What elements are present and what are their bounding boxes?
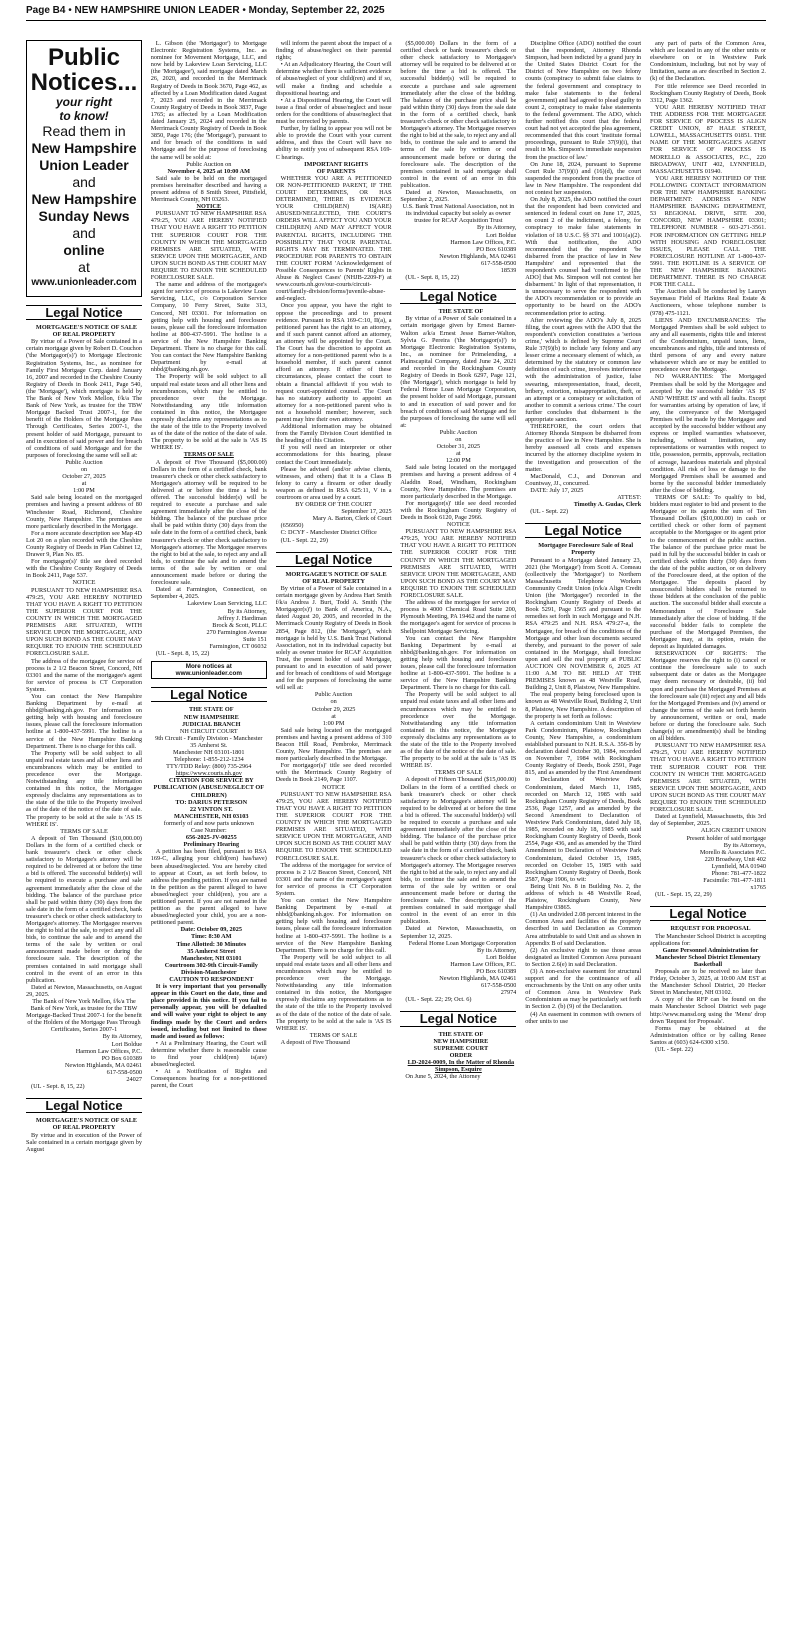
notice-paragraph: It is very important that you personally appear in this Court on the date, time and place provided in this notice. If you fail to personally appear, you will be defaulted and will waive your right to object to any findings made by the Court and orders issued, including but not limited to those made and issued as follows: xyxy=(150,983,267,1040)
column-4 xyxy=(400,40,516,1625)
notice-line: Lakeview Loan Servicing, LLC xyxy=(187,600,267,608)
notice-title: OF PARENTS xyxy=(316,167,356,175)
ad-line: New Hampshire xyxy=(31,191,137,207)
notice-paragraph: A deposit of Fifteen Thousand ($15,000.00) Dollars in the form of a certified check or bank treasurer's check or other check satisfactory to Mortgagee's attorney will be required to be delivered at or before the time a bid is offered. The successful bidder(s) will be required to execute a purchase and sale agreement immediately after the close of the bidding. The balance of the purchase price shall be paid within thirty (30) days from the sale date in the form of a certified check, bank treasurer's check or other check satisfactory to Mortgagee's attorney. The Mortgagee reserves the right to bid at the sale, to reject any and all bids, to continue the sale and to amend the terms of the sale by written or oral announcement made before or during the foreclosure sale. The description of the premises contained in said mortgage shall control in the event of an error in this publication. xyxy=(400,776,517,926)
notice-paragraph: By virtue of a Power of Sale contained in a certain mortgage given by Andrea Hart Smith f/k/a Andrea J. Burt, Todd A. Smith ('the Mortgagor(s)') to Bank of America, N.A., dated August 20, 2005, and recorded in the Merrimack County Registry of Deeds in Book 2854, Page 812, (the 'Mortgage'), which mortgage is held by U.S. Bank Trust National Association, not in its individual capacity but solely as owner trustee for RCAF Acquisition Trust, the present holder of said Mortgage, pursuant to and in execution of said power and for breach of conditions of said Mortgage and for the purposes of foreclosing the same will sell at: xyxy=(275,584,392,692)
ad-line: and xyxy=(72,225,96,241)
notice-line: Lynnfield, MA 01940 xyxy=(711,862,766,870)
notice-line: 9th Circuit - Family Division - Manchester xyxy=(155,734,263,742)
notice-title: MORTGAGEE'S NOTICE OF SALE OF REAL PROPERTY xyxy=(35,324,138,339)
notice-line: Manchester NH 03101-1801 xyxy=(173,749,245,756)
notice-paragraph: The Property will be sold subject to all unpaid real estate taxes and all other liens and encumbrances which may be entitled to precedence over the Mortgage. Notwithstanding any title information contained in this notice, the Mortgagee expressly disclaims any representations as to the state of the title to the Property involved as of the date of the notice of the date of sale. The property to be sold at the sale is 'AS IS WHERE IS'. xyxy=(400,691,517,770)
notice-title: MORTGAGEE'S NOTICE OF SALE OF REAL PROPERTY xyxy=(35,1117,138,1132)
notice-paragraph: For mortgagor(s)' title see deed recorded with the Merrimack County Registry of Deeds in Book 2149, Page 1107. xyxy=(275,762,392,784)
notice-paragraph: PURSUANT TO NEW HAMPSHIRE RSA 479:25, YOU ARE HEREBY NOTIFIED THAT YOU HAVE A RIGHT TO PETITION THE SUPERIOR COURT FOR THE COUNTY IN WHICH THE MORTGAGED PREMISES ARE SITUATED, WITH SERVICE UPON THE MORTGAGEE, AND UPON SUCH BOND AS THE COURT MAY REQUIRE TO ENJOIN THE SCHEDULED FORECLOSURE SALE. xyxy=(26,586,142,658)
legal-notice-heading: Legal Notice xyxy=(26,305,142,320)
notice-paragraph: The address of the mortgagee for service of process is 2 1/2 Beacon Street, Concord, NH 03301 and the name of the mortgagee's agent for service of process is CT Corporation System. xyxy=(26,657,142,693)
notice-paragraph: Once you appear, you have the right to oppose the proceedings and to present evidence. Pursuant to RSA 169-C:10, II(a), a petitioned parent has the right to an attorney, and if such parent cannot afford an attorney, an attorney will be appointed by the Court. The Court has the discretion to appoint an attorney for a non-petitioned parent who is a household member, if such parent cannot afford an attorney. If either of these circumstances, please contact the court to obtain a financial affidavit if you wish to request court-appointed counsel. The Court has no statutory authority to appoint an attorney for a non-petitioned parent who is not a household member; however, such parent may hire their own attorney. xyxy=(275,302,392,423)
notice-paragraph: any part of parts of the Common Area, which are located in any of the other units or elsewhere on or in Westview Park Condominium, including, but not by way of limitation, same as are described in Section 2.(k) of the Declaration. xyxy=(650,40,766,83)
notice-title: Time Allotted: 30 Minutes xyxy=(176,940,247,948)
publication-dates: (UL - Sept. 8, 15, 22) xyxy=(31,1083,85,1091)
notice-line: at xyxy=(81,480,87,488)
notice-title: NEW HAMPSHIRE xyxy=(183,713,239,721)
header-separator: • xyxy=(239,5,249,16)
notice-line: By its Attorney, xyxy=(477,224,517,232)
notice-line: 27974 xyxy=(500,989,517,997)
ad-line: Notices... xyxy=(30,69,138,96)
notice-paragraph: The Property will be sold subject to all unpaid real estate taxes and all other liens and encumbrances, which may be entitled to precedence over the Mortgage. Notwithstanding any title information contained in this notice, the Mortgagee expressly disclaims any representations as to the state of the title to the Property involved as of the date of the notice of the date of sale. The property to be sold at the sale is 'AS IS WHERE IS'. xyxy=(150,373,267,452)
notice-paragraph: PURSUANT TO NEW HAMPSHIRE RSA 479:25, YOU ARE HEREBY NOTIFIED THAT YOU HAVE A RIGHT TO PETITION THE SUPERIOR COURT FOR THE COUNTY IN WHICH THE MORTGAGED PREMISES ARE SITUATED, WITH SERVICE UPON THE MORTGAGEE, AND UPON SUCH BOND AS THE COURT MAY REQUIRE TO ENJOIN THE SCHEDULED FORECLOSURE SALE. xyxy=(150,210,267,282)
notice-line: Present holder of said mortgage xyxy=(686,834,766,842)
notice-paragraph: YOU ARE HEREBY NOTIFIED OF THE FOLLOWING CONTACT INFORMATION FOR THE NEW HAMPSHIRE BANKING DEPARTMENT: ADDRESS - NEW HAMPSHIRE BANKING DEPARTMENT, 53 REGIONAL DRIVE, SITE 200, CONCORD, NEW HAMPSHIRE 03301; TELEPHONE NUMBER - 603-271-3561. FOR INFORMATION ON GETTING HELP WITH HOUSING AND FORECLOSURE ISSUES, PLEASE CALL THE FORECLOSURE HOTLINE AT 1-800-437-5991. THE HOTLINE IS A SERVICE OF THE NEW HAMPSHIRE BANKING DEPARTMENT. THERE IS NO CHARGE FOR THE CALL. xyxy=(650,174,766,289)
page-header xyxy=(26,2,766,21)
notice-paragraph: If you will need an interpreter or other accommodations for this hearing, please contact the Court immediately. xyxy=(275,444,392,466)
notice-title: Date: October 09, 2025 xyxy=(180,926,242,934)
notice-line: 35 Amherst St. xyxy=(190,741,228,749)
ad-line: and xyxy=(72,174,96,190)
notice-paragraph: For a more accurate description see Map 4D Lot 20 on a plan recorded with the Cheshire County Registry of Deeds in Plan Cabinet 12, Drawer 9, Plan No. 85. xyxy=(26,529,142,559)
notice-paragraph: • At a Notification of Rights and Consequences hearing for a non-petitioned parent, the Court xyxy=(150,1068,267,1090)
notice-line: formerly of and now parts unknown xyxy=(163,819,254,827)
notice-line: By its Attorneys, xyxy=(723,841,766,849)
notice-line: Public Auction on xyxy=(186,160,232,168)
page-number: Page B4 xyxy=(26,5,66,16)
notice-paragraph: After reviewing the ADO's July 8, 2025 filing, the court agrees with the ADO that the respondent's conviction constitutes a 'serious crime,' which is defined by Supreme Court Rule 37(9)(b) to include 'any felony and any lesser crime a necessary element of which, as determined by the statutory or common law definition of such crime, involves interference with the administration of justice, false swearing, misrepresentation, fraud, deceit, bribery, extortion, misappropriation, theft, or an attempt or a conspiracy or solicitation of another to commit a serious crime.' The court further concludes that disbarment is the appropriate sanction. xyxy=(525,316,642,423)
notice-line: Timothy A. Gudas, Clerk xyxy=(573,501,642,509)
publication-dates: (UL - Sept. 22) xyxy=(655,1046,693,1054)
ad-url-link[interactable]: www.unionleader.com xyxy=(31,277,137,288)
ad-line: Sunday News xyxy=(38,208,130,224)
notice-line: DATE: July 17, 2025 xyxy=(530,486,584,494)
paper-name: NEW HAMPSHIRE UNION LEADER xyxy=(74,5,240,16)
ad-line: your right xyxy=(56,95,112,109)
notice-paragraph: Further, by failing to appear you will not be able to provide the Court with your current address, and thus the Court will have no ability to notify you of subsequent RSA 169-C hearings. xyxy=(275,125,392,161)
notice-line: Harmon Law Offices, P.C. xyxy=(450,238,517,246)
notice-line: TTY/TDD Relay: (800) 735-2964 xyxy=(166,763,252,771)
notice-paragraph: You can contact the New Hampshire Banking Department by e-mail at nhbd@banking.nh.gov. For information on getting help with housing and foreclosure issues, please call the foreclosure information hotline at 1-800-437-5991. The hotline is a service of the New Hampshire Banking Department. There is no charge for this call. xyxy=(400,634,517,692)
notice-paragraph: • At a Preliminary Hearing, the Court will determine whether there is reasonable cause to find your child(ren) is(are) abused/neglected. xyxy=(150,1039,267,1069)
notice-line: By its Attorney, xyxy=(102,1033,142,1041)
notice-paragraph: By virtue of a Power of Sale contained in a certain mortgage given by Robert D. Couchon ('the Mortgagor(s)') to Mortgage Electronic Registration Systems, Inc., as nominee for Family First Mortgage Corp. dated January 16, 2007 and recorded in the Cheshire County Registry of Deeds in Book 2411, Page 540, (the 'Mortgage'), which mortgage is held by The Bank of New York Mellon, f/k/a The Bank of New York, as trustee for the TBW Mortgage Backed Trust 2007-1, for the benefit of the Holders of the Mortgage Pass Through Certificates, Series 2007-1, the present holder of said Mortgage, pursuant to and in execution of said power and for breach of conditions of said Mortgage and for the purposes of foreclosing the same will sell at: xyxy=(26,338,142,459)
notice-title: MANCHESTER, NH 03103 xyxy=(174,812,249,820)
notice-line: ATTEST: xyxy=(617,494,642,501)
column-6 xyxy=(650,40,766,1625)
notice-line: Telephone: 1-855-212-1234 xyxy=(173,756,244,764)
notice-title: Preliminary Hearing xyxy=(183,841,240,849)
notice-paragraph: Discipline Office (ADO) notified the court that the respondent, Attorney Rhonda Simpson, had been indicted by a grand jury in the United States District Court for the District of New Hampshire on two felony counts (conspiracy to submit false claims to the federal government and conspiracy to make false statements to the federal government) and had agreed to plead guilty to count 2, conspiracy to make false statements to the federal government. The ADO, which further notified this court that the federal court had not yet accepted the plea agreement, recommended that this court 'institute formal proceedings, pursuant to Rule 37(9)(i), that result in Ms. Simpson's immediate suspension from the practice of law.' xyxy=(525,40,642,161)
notice-line: NOTICE xyxy=(322,783,346,791)
notice-line: 18539 xyxy=(500,267,517,274)
notice-paragraph: THEREFORE, the court orders that Attorney Rhonda Simpson be disbarred from the practice of law in New Hampshire. She is hereby assessed all costs and expenses incurred by the attorney discipline system in the investigation and prosecution of the matter. xyxy=(525,423,642,473)
notice-line: 12:00 PM xyxy=(445,457,471,465)
notice-paragraph: Said sale to be held on the mortgaged premises hereinafter described and having a present address of 8 Smith Street, Pittsfield, Merrimack County, NH 03263. xyxy=(150,174,267,204)
notice-line: 617-558-0500 xyxy=(106,1068,142,1076)
notice-paragraph: L. Gibson (the 'Mortgagor') to Mortgage Electronic Registration Systems, Inc. as nominee for Movement Mortgage, LLC, and now held by Lakeview Loan Servicing, LLC (the 'Mortgagee'), said mortgage dated March 26, 2020, and recorded in the Merrimack Registry of Deeds in Book 3670, Page 462, as affected by a Loan Modification dated August 7, 2023 and recorded in the Merrimack County Registry of Deeds in Book 3837, Page 1765; as affected by a Loan Modification dated January 25, 2024 and recorded in the Merrimack County Registry of Deeds in Book 3850, Page 176; (the 'Mortgage'), pursuant to and for breach of the conditions in said Mortgage and for the purpose of foreclosing the same will be sold at: xyxy=(150,40,267,161)
notice-paragraph: Please be advised (and/or advise clients, witnesses, and others) that it is a Class B felony to carry a firearm or other deadly weapon as defined in RSA 625:11, V in a courtroom or area used by a court. xyxy=(275,465,392,501)
notice-line: Public Auction xyxy=(439,428,478,436)
column-5 xyxy=(525,40,641,1625)
legal-notice-heading: Legal Notice xyxy=(276,552,392,567)
notice-line: PO Box 610389 xyxy=(476,245,517,253)
notice-paragraph: You can contact the New Hampshire Banking Department by e-mail at nhbd@banking.nh.gov. For information on getting help with housing and foreclosure issues, please call the foreclosure information hotline at 1-800-437-5991. The hotline is a service of the New Hampshire Banking Department. There is no charge for this call. xyxy=(275,897,392,954)
notice-line: BY ORDER OF THE COURT xyxy=(295,501,372,509)
notice-title: REQUEST FOR PROPOSAL xyxy=(670,925,751,933)
notice-line: By its Attorney, xyxy=(477,946,517,954)
notice-line: on xyxy=(330,698,337,706)
notice-line: TERMS OF SALE xyxy=(183,451,234,459)
legal-notice-heading: Legal Notice xyxy=(525,523,641,538)
notice-paragraph: The address of the mortgagee for service of process is 2 1/2 Beacon Street, Concord, NH 03301 and the name of the mortgagee's agent for service of process is CT Corporation System. xyxy=(275,861,392,897)
notice-line: PO Box 610389 xyxy=(101,1054,142,1062)
notice-paragraph: • At an Adjudicatory Hearing, the Court will determine whether there is sufficient evidence of abuse/neglect of your child(ren) and if so, will make a finding and schedule a dispositional hearing; and xyxy=(275,61,392,97)
notice-line: The Bank of New York Mellon, f/k/a The Bank of New York, as trustee for the TBW Mortgage-Backed Trust 2007-1 for the benefit of the Holders of the Mortgage Pass Through Certificates, Series 2007-1 xyxy=(26,998,142,1034)
more-notices-link[interactable]: More notices at www.unionleader.com xyxy=(151,661,267,679)
notice-line: Mary A. Barton, Clerk of Court xyxy=(312,515,392,523)
notice-title: THE STATE OF xyxy=(189,706,234,714)
notice-paragraph: Said sale being located on the mortgaged premises and having a present address of 310 Beacon Hill Road, Pembroke, Merrimack County, New Hampshire. The premises are more particularly described in the Mortgage. xyxy=(275,726,392,763)
notice-title: 35 Amherst Street xyxy=(187,947,236,955)
notice-line: Phone: 781-477-1822 xyxy=(711,869,766,877)
notice-line: 617-558-0500 xyxy=(480,259,517,267)
notice-line: x1765 xyxy=(750,884,766,892)
notice-line: 270 Farmington Avenue xyxy=(206,628,267,636)
notice-paragraph: PURSUANT TO NEW HAMPSHIRE RSA 479:25, YOU ARE HEREBY NOTIFIED THAT YOU HAVE A RIGHT TO PETITION THE SUPERIOR COURT FOR THE COUNTY IN WHICH THE MORTGAGED PREMISES ARE SITUATED, WITH SERVICE UPON THE MORTGAGEE, AND UPON SUCH BOND AS THE COURT MAY REQUIRE TO ENJOIN THE SCHEDULED FORECLOSURE SALE. xyxy=(650,742,766,814)
notice-line: Facsimile: 781-477-1811 xyxy=(703,877,766,885)
notice-line: Federal Home Loan Mortgage Corporation xyxy=(408,939,517,947)
notice-paragraph: YOU ARE HEREBY NOTIFIED THAT THE ADDRESS FOR THE MORTGAGEE FOR SERVICE OF PROCESS IS ALIGN CREDIT UNION, 87 HALE STREET, LOWELL, MASSACHUSETTS 01851. THE NAME OF THE MORTGAGEE'S AGENT FOR SERVICE OF PROCESS IS MORELLO & ASSOCIATES, P.C., 220 BROADWAY, UNIT 402, LYNNFIELD, MASSACHUSETTS 01940. xyxy=(650,103,766,175)
notice-line: TERMS OF SALE xyxy=(60,827,108,835)
notice-title: LD-2024-0009, In the Matter of Rhonda Simpson, Esquire xyxy=(407,1058,515,1074)
notice-paragraph: MacDonald, C.J., and Donovan and Countway, JJ., concurred. xyxy=(525,472,642,487)
notice-line: Public Auction xyxy=(65,458,103,466)
notice-line: October 27, 2025 xyxy=(62,473,106,481)
notice-line: 617-558-0500 xyxy=(480,982,517,990)
notice-title: Time: 8:30 AM xyxy=(191,933,232,941)
notice-line: Case Number: xyxy=(190,827,227,835)
notice-line: Newton Highlands, MA 02461 xyxy=(64,1061,142,1069)
notice-title: THE STATE OF xyxy=(438,1030,484,1038)
notice-line: NH CIRCUIT COURT xyxy=(179,727,238,735)
notice-line: Suite 151 xyxy=(243,635,267,643)
notice-line: C: DCYF - Manchester District Office xyxy=(280,529,377,537)
notice-title: Mortgagee Foreclosure Sale of Real Property xyxy=(538,542,634,557)
notice-paragraph: On June 5, 2024, the Attorney xyxy=(405,1073,481,1081)
notice-paragraph: (3) A non-exclusive easement for structural support and for the continuance of all encroachments by the Unit on any other units of Common Area in Westview Park Condominium as may be particularly set forth in Section 2. (b) (9) of the Declaration. xyxy=(525,968,642,1011)
notice-paragraph: A deposit of Ten Thousand ($10,000.00) Dollars in the form of a certified check or bank treasurer's check or other check satisfactory to Mortgagee's attorney will be required to be delivered at or before the time a bid is offered. The successful bidder(s) will be required to execute a purchase and sale agreement immediately after the close of the bidding. The balance of the purchase price shall be paid within thirty (30) days from the sale date in the form of a certified check, bank treasurer's check or other check satisfactory to Mortgagee's attorney. The Mortgagee reserves the right to bid at the sale, to reject any and all bids, to continue the sale and to amend the terms of the sale by written or oral announcement made before or during the foreclosure sale. The description of the premises contained in said mortgage shall control in the event of an error in this publication. xyxy=(26,834,142,984)
notice-paragraph: PURSUANT TO NEW HAMPSHIRE RSA 479:25, YOU ARE HEREBY NOTIFIED THAT YOU HAVE A RIGHT TO PETITION THE SUPERIOR COURT FOR THE COUNTY IN WHICH THE MORTGAGED PREMISES ARE SITUATED, WITH SERVICE UPON THE MORTGAGEE, AND UPON SUCH BOND AS THE COURT MAY REQUIRE TO ENJOIN THE SCHEDULED FORECLOSURE SALE. xyxy=(275,790,392,862)
notice-line: 24027 xyxy=(126,1076,142,1084)
notice-paragraph: On June 18, 2024, pursuant to Supreme Court Rule 37(9)(i) and (16)(d), the court suspended the respondent from the practice of law in New Hampshire. The respondent did not contest her suspension. xyxy=(525,160,642,196)
notice-line: Newton Highlands, MA 02461 xyxy=(439,252,517,260)
notice-title: 656-2025-JV-00255 xyxy=(185,834,237,842)
notice-paragraph: The name and address of the mortgagee's agent for service of process is Lakeview Loan Servicing, LLC, c/o Corporation Service Company, 10 Ferry Street, Suite 313, Concord, NH 03301. For information on getting help with housing and foreclosure issues, please call the foreclosure information hotline at 800-437-5991. The hotline is a service of the New Hampshire Banking Department. There is no charge for this call. You can contact the New Hampshire Banking Department by e-mail at nhbd@banking.nh.gov. xyxy=(150,281,267,374)
notice-paragraph: By virtue and in execution of the Power of Sale contained in a certain mortgage given by August xyxy=(26,1131,142,1153)
notice-paragraph: The Property will be sold subject to all unpaid real estate taxes and all other liens and encumbrances which may be entitled to precedence over the Mortgage. Notwithstanding any title information contained in this notice, the Mortgagee expressly disclaims any representations as to the state of the title to the Property involved as of the date of the notice of the date of sale. The property to be sold at the sale is 'AS IS WHERE IS'. xyxy=(275,953,392,1032)
publication-dates: (UL - Sept. 22; 29; Oct. 6) xyxy=(405,996,472,1004)
notice-paragraph: Forms may be obtained at the Administration office or by calling Renee Santos at (603) 624-6300 x150. xyxy=(650,1024,766,1046)
notice-line: on xyxy=(455,435,462,443)
notice-paragraph: (1) An undivided 2.08 percent interest in the Common Area and facilities of the property described in said Declaration as Common Area attributable to said Unit and as shown in Appendix B of said Declaration. xyxy=(525,911,642,947)
column-3 xyxy=(276,40,392,1625)
notice-paragraph: WHETHER YOU ARE A PETITIONED OR NON-PETITIONED PARENT, IF THE COURT DETERMINES, OR HAS DETERMINED, THERE IS EVIDENCE YOUR CHILD(REN) IS(ARE) ABUSED/NEGLECTED, THE COURT'S ORDERS WILL AFFECT YOU AND YOUR CHILD(REN) AND MAY AFFECT YOUR PARENTAL RIGHTS, INCLUDING THE POSSIBILITY THAT YOUR PARENTAL RIGHTS MAY BE TERMINATED. THE PROCEDURE FOR PARENTS TO OBTAIN THE COURT FORM 'Acknowledgement of Possible Consequences to Parents' Rights in Abuse & Neglect Cases' (NHJB-2209-F) at www.courts.nh.gov/our-courts/circuit-court/family-division/forms/juvenile-abuse-and-neglect. xyxy=(275,174,392,303)
notice-line: Farmington, CT 06032 xyxy=(209,642,267,650)
notice-line: Harmon Law Offices, P.C. xyxy=(450,960,517,968)
notice-line: Harmon Law Offices, P.C. xyxy=(75,1047,142,1055)
notice-line: NOTICE xyxy=(72,579,96,587)
notice-title: 22 VINTON ST. xyxy=(189,805,233,813)
publication-dates: (UL - Sept. 8, 15, 22) xyxy=(155,650,210,658)
notice-paragraph: PURSUANT TO NEW HAMPSHIRE RSA 479:25, YOU ARE HEREBY NOTIFIED THAT YOU HAVE A RIGHT TO PETITION THE SUPERIOR COURT FOR THE COUNTY IN WHICH THE MORTGAGED PREMISES ARE SITUATED, WITH SERVICE UPON THE MORTGAGEE, AND UPON SUCH BOND AS THE COURT MAY REQUIRE TO ENJOIN THE SCHEDULED FORECLOSURE SALE. xyxy=(400,528,517,600)
notice-paragraph: (4) An easement in common with owners of other units to use xyxy=(525,1010,642,1025)
publication-dates: (UL - Sept. 22) xyxy=(530,508,569,516)
ad-line: Read them in xyxy=(42,123,126,139)
notice-paragraph: The Auction shall be conducted by Lauryn Suyemasu Field of Harkins Real Estate & Auctioneers, whose telephone number is (978) 475-1121. xyxy=(650,288,766,317)
notice-line: on xyxy=(80,465,88,473)
ad-line: New Hampshire xyxy=(31,140,137,156)
notice-line: at xyxy=(331,712,336,720)
notice-title: ORDER xyxy=(449,1051,473,1059)
notice-line: Jeffrey J. Hardiman xyxy=(217,614,267,622)
notice-paragraph: NO WARRANTIES: The Mortgaged Premises shall be sold by the Mortgagee and accepted by the successful bidder 'AS IS' AND 'WHERE IS' and with all faults. Except for warranties arising by operation of law, if any, the conveyance of the Mortgaged Premises will be made by the Mortgagee and accepted by the successful bidder without any express or implied warranties whatsoever, including, without limitation, any representations or warranties with respect to title, possession, permits, approvals, recitation of acreage, hazardous materials and physical condition. All risk of loss or damage to the Mortgaged Premises shall be assumed and borne by the successful bidder immediately after the close of bidding. xyxy=(650,373,766,494)
notice-line: NOTICE xyxy=(196,203,222,211)
notice-paragraph: A deposit of Five Thousand ($5,000.00) Dollars in the form of a certified check, bank treasurer's check or other check satisfactory to Mortgagee's attorney will be required to be delivered at or before the time a bid is offered. The successful bidder(s) will be required to execute a purchase and sale agreement immediately after the close of the bidding. The balance of the purchase price shall be paid within thirty (30) days from the sale date in the form of a certified check, bank treasurer's check or other check satisfactory to Mortgagee's attorney. The Mortgagee reserves the right to bid at the sale, to reject any and all bids, to continue the sale and to amend the terms of the sale by written or oral announcement made before or during the foreclosure sale. xyxy=(150,458,267,587)
column-2 xyxy=(151,40,267,1625)
notice-paragraph: Dated at Newton, Massachusetts, on August 29, 2025. xyxy=(26,983,142,998)
notice-paragraph: The address of the mortgagee for service of process is 4000 Chemical Road Suite 200, Plymouth Meeting, PA 19462 and the name of the mortgagee's agent for service of process is Shellpoint Mortgage Servicing. xyxy=(400,599,517,635)
court-website-link[interactable]: https://www.courts.nh.gov xyxy=(175,770,242,778)
notice-title: Game Personnel Administration for Manchester School District Elementary Basketball xyxy=(655,946,761,968)
notice-line: 220 Broadway, Unit 402 xyxy=(704,855,766,863)
header-separator: • xyxy=(65,5,75,16)
notice-line: 1:00 PM xyxy=(322,719,345,727)
notice-line: TERMS OF SALE xyxy=(309,1031,358,1039)
notice-line: TERMS OF SALE xyxy=(434,769,483,777)
ad-line: at xyxy=(78,259,90,275)
notice-line: October 31, 2025 xyxy=(436,443,481,451)
notice-title: MORTGAGEE'S NOTICE OF SALE OF REAL PROPERTY xyxy=(285,570,387,585)
legal-notice-heading: Legal Notice xyxy=(26,1098,142,1113)
notice-paragraph: TERMS OF SALE: To qualify to bid, bidders must register to bid and present to the Mortgagee or its agents the sum of Ten Thousand Dollars ($10,000.00) in cash or certified check or other form of payment acceptable to the Mortgagee or its agent prior to the commencement of the public auction. The balance of the purchase price must be paid in full by the successful bidder in cash or certified check within thirty (30) days from the date of the public auction, or on delivery of the Foreclosure deed, at the option of the Mortgagee. The deposits placed by unsuccessful bidders shall be returned to those bidders at the conclusion of the public auction. The successful bidder shall execute a Memorandum of Foreclosure Sale immediately after the close of bidding. If the successful bidder fails to complete the purchase of the Mortgaged Premises, the Mortgagee may, at its option, retain the deposit as liquidated damages. xyxy=(650,494,766,650)
columns xyxy=(26,40,766,1625)
notice-paragraph: Proposals are to be received no later than Friday, October 3, 2025, at 10:00 AM EST at the Manchester School District, 20 Hecker Street in Manchester, NH 03102. xyxy=(650,968,766,997)
notice-paragraph: RESERVATION OF RIGHTS: The Mortgagee reserves the right to (i) cancel or continue the foreclosure sale to such subsequent date or dates as the Mortgagee may deem necessary or desirable, (ii) bid upon and purchase the Mortgaged Premises at the foreclosure sale (iii) reject any and all bids for the Mortgaged Premises and (iv) amend or change the terms of the sale set forth herein by announcement, written or oral, made before or during the foreclosure sale. Such change(s) or amendment(s) shall be binding on all bidders. xyxy=(650,650,766,743)
notice-title: THE STATE OF xyxy=(438,308,484,316)
notice-paragraph: (2) An exclusive right to use those areas designated as limited Common Area pursuant to Section 2.6(e) in said Declaration. xyxy=(525,946,642,968)
notice-line: U.S. Bank Trust National Association, not in its individual capacity but solely as owner trustee for RCAF Acquisition Trust xyxy=(402,203,515,225)
notice-line: Brock & Scott, PLLC xyxy=(212,621,267,629)
notice-paragraph: For title reference see Deed recorded in Rockingham County Registry of Deeds, Book 3312, Page 1362. xyxy=(650,82,766,104)
legal-notice-heading: Legal Notice xyxy=(400,1011,516,1026)
notice-line: October 29, 2025 xyxy=(311,705,356,713)
notice-paragraph: The real property being foreclosed upon is known as 48 Westville Road, Building 2, Unit 8, Plaistow, New Hampshire. A description of the property is set forth as follows: xyxy=(525,691,642,720)
notice-line: November 4, 2025 at 10:00 AM xyxy=(167,167,251,175)
notice-paragraph: Being Unit No. 8 in Building No. 2, the address of which is 48 Westville Road, Plaistow, Rockingham County, New Hampshire 03865. xyxy=(525,882,642,912)
notice-line: Lori Boldue xyxy=(111,1040,142,1048)
notice-paragraph: A certain condominium Unit in Westview Park Condominium, Plaistow, Rockingham County, New Hampshire, a condominium established pursuant to N.H. R.S.A. 356-B by declaration dated October 30, 1984, recorded on November 7, 1984 with Rockingham County Registry of Deeds, Book 2591, Page 815, and as amended by the First Amendment to Declaration of Westview Park Condominium, dated March 11, 1985, recorded on March 12, 1985 with said Rockingham County Registry of Deeds, Book 2536, Page 1257, and as amended by the Second Amendment to Declaration of Westview Park Condominium, dated July 18, 1985, recorded on July 18, 1985 with said Rockingham County Registry of Deeds, Book 2554, Page 436, and as amended by the Third Amendment to Declaration of Westview Park Condominium, dated October 15, 1985, recorded on October 15, 1985 with said Rockingham County Registry of Deeds, Book 2587, Page 1906, to wit: xyxy=(525,719,642,883)
notice-paragraph: LIENS AND ENCUMBRANCES: The Mortgaged Premises shall be sold subject to any and all easements, rights title and interest of the Condominium, unpaid taxes, liens, encumbrances and rights, title and interests of third persons of any and every nature whatsoever which are or may be entitled to precedence over the Mortgage. xyxy=(650,316,766,374)
notice-line: Newton Highlands, MA 02461 xyxy=(439,975,517,983)
ad-line: online xyxy=(63,242,105,258)
notice-title: TO: DARIUS PETERSON xyxy=(175,798,248,806)
notice-title: SUPREME COURT xyxy=(433,1044,489,1052)
notice-paragraph: Dated at Newton, Massachusetts, on September 2, 2025. xyxy=(400,188,517,204)
notice-paragraph: A petition has been filed, pursuant to RSA 169-C, alleging your child(ren) has/have) been abused/neglected. You are hereby cited to appear at Court, as set forth below, to address the pending petition. If you are named in the petition as the parent alleged to have abused/neglect your child(ren), you are a petitioned parent. If you are not named in the petition as the parent alleged to have abused/neglected your child, you are a non-petitioned parent. xyxy=(150,848,267,927)
column-1 xyxy=(26,40,142,1625)
legal-notice-heading: Legal Notice xyxy=(650,906,766,921)
publication-dates: (UL - Sept. 15, 22, 29) xyxy=(655,891,712,899)
notice-paragraph: Additional information may be obtained from the Family Division Court identified in the heading of this Citation. xyxy=(275,423,392,445)
publication-dates: (UL - Sept. 8, 15, 22) xyxy=(405,274,459,282)
notice-line: 1:00 PM xyxy=(73,487,95,495)
notice-paragraph: You can contact the New Hampshire Banking Department by e-mail at nhbd@banking.nh.gov. For information on getting help with housing and foreclosure issues, please call the foreclosure information hotline at 1-800-437-5991. The hotline is a service of the New Hampshire Banking Department. There is no charge for this call. xyxy=(26,692,142,750)
legal-notice-heading: Legal Notice xyxy=(151,687,267,702)
notice-paragraph: On July 8, 2025, the ADO notified the court that the respondent had been convicted and sentenced in federal court on June 17, 2025, on count 2 of the indictment, a felony, for conspiracy to make false statements in violation of 18 U.S.C. §§ 371 and 1001(a)(2). With that notification, the ADO recommended that the respondent 'be disbarred from the practice of law in New Hampshire' and represented that the respondent's counsel had 'confirmed to [the ADO] that Ms. Simpson will not contest her disbarment.' In light of that representation, it is unnecessary to serve the respondent with the ADO's recommendation or to provide an opportunity to be heard on the ADO's recommendation prior to acting. xyxy=(525,196,642,317)
notice-paragraph: The Manchester School District is accepting applications for: xyxy=(650,932,766,947)
legal-notice-heading: Legal Notice xyxy=(400,289,516,304)
notice-line: (656950) xyxy=(280,522,304,530)
notice-line: By its Attorney, xyxy=(227,607,267,615)
notice-paragraph: For mortgagor(s)' title see deed recorded with the Cheshire County Registry of Deeds in Book 2411, Page 537. xyxy=(26,558,142,580)
notice-title: CITATION FOR SERVICE BY PUBLICATION (ABUSE/NEGLECT OF CHILDREN) xyxy=(153,777,265,799)
notice-line: PO Box 610389 xyxy=(476,968,517,975)
notice-line: Lori Boldue xyxy=(486,953,517,961)
notice-paragraph: • At a Dispositional Hearing, the Court will issue a final order of abuse/neglect and issue orders for the conditions of abuse/neglect that must be corrected by parents. xyxy=(275,96,392,126)
notice-paragraph: For mortgagor(s)' title see deed recorded with the Rockingham County Registry of Deeds in Book 6120, Page 2966. xyxy=(400,499,517,521)
notice-line: NOTICE xyxy=(446,521,470,529)
notice-line: ALIGN CREDIT UNION xyxy=(700,827,766,835)
notice-paragraph: The Property will be sold subject to all unpaid real estate taxes and all other liens and encumbrances which may be entitled to precedence over the Mortgage. Notwithstanding any title information contained in this notice, the Mortgagee expressly disclaims any representations as to the state of the title to the Property involved as of the date of the notice of the date of sale. The property to be sold at the sale is 'AS IS WHERE IS'. xyxy=(26,749,142,828)
publication-dates: (UL - Sept. 22, 29) xyxy=(280,536,328,544)
public-notices-ad xyxy=(26,40,142,297)
ad-line: Public xyxy=(47,44,120,71)
ad-line: Union Leader xyxy=(39,157,129,173)
notice-paragraph: Dated at Newton, Massachusetts, on September 12, 2025. xyxy=(400,925,517,940)
notice-paragraph: Pursuant to a Mortgage dated January 23, 2021 (the 'Mortgage') from Scott A. Comeau (collectively the 'Mortgagor') to Northern Massachusetts Telephone Workers Community Credit Union (n/k/a Align Credit Union (the 'Mortgagee') recorded in the Rockingham County Registry of Deeds at Book 5291, Page 1565 and pursuant to the remedies set forth in such Mortgage and N.H. RSA 479:25 and N.H. RSA 479:27-a, the Mortgagee, for breach of the conditions of the Mortgage and other loan documents secured thereby, and pursuant to the power of sale contained in the Mortgage, shall foreclose upon and sell the real property at PUBLIC AUCTION ON NOVEMBER 6, 2025 AT 11:00 A.M TO BE HELD AT THE PREMISES known as 48 Westville Road, Building 2, Unit 8, Plaistow, New Hampshire. xyxy=(525,556,642,692)
notice-title: Courtroom 302-9th Circuit-Family Division-Manchester xyxy=(164,961,258,976)
ad-line: to know! xyxy=(59,109,109,123)
notice-title: Manchester, NH 03101 xyxy=(180,954,242,962)
notice-paragraph: By virtue of a Power of Sale contained in a certain mortgage given by Ernest Barner-Walton a/k/a Ernest Jesse Barner-Walton, Sylvia G. Pereira ('the Mortgagor(s)') to Mortgage Electronic Registration Systems, Inc., as nominee for Primelending, a Plainscapital Company, dated June 24, 2021 and recorded in the Rockingham County Registry of Deeds in Book 6297, Page 121, (the 'Mortgage'), which mortgage is held by Federal Home Loan Mortgage Corporation, the present holder of said Mortgage, pursuant to and in execution of said power and for breach of conditions of said Mortgage and for the purposes of foreclosing the same will sell at: xyxy=(400,315,517,429)
notice-paragraph: A copy of the RFP can be found on the main Manchester School District web page http://www.mansd.org using the 'Menu' drop down 'Request for Proposals'. xyxy=(650,996,766,1025)
notice-line: Lori Boldue xyxy=(486,231,517,239)
notice-paragraph: ($5,000.00) Dollars in the form of a certified check or bank treasurer's check or other check satisfactory to Mortgagee's attorney will be required to be delivered at or before the time a bid is offered. The successful bidder(s) will be required to execute a purchase and sale agreement immediately after the close of the bidding. The balance of the purchase price shall be paid within thirty (30) days from the sale date in the form of a certified check, bank treasurer's check or other check satisfactory to Mortgagee's attorney. The Mortgagee reserves the right to bid at the sale, to reject any and all bids, to continue the sale and to amend the terms of the sale by written or oral announcement made before or during the foreclosure sale. The description of the premises contained in said mortgage shall control in the event of an error in this publication. xyxy=(400,40,517,189)
notice-title: NEW HAMPSHIRE xyxy=(433,1037,489,1045)
notice-title: IMPORTANT RIGHTS xyxy=(304,160,369,168)
notice-line: September 17, 2025 xyxy=(341,508,392,516)
notice-paragraph: A deposit of Five Thousand xyxy=(280,1038,350,1046)
notice-line: at xyxy=(456,450,461,458)
notice-paragraph: will inform the parent about the impact of a finding of abuse/neglect on their parental rights; xyxy=(275,40,392,62)
notice-line: Morello & Associates P.C. xyxy=(699,848,766,856)
issue-date: Monday, September 22, 2025 xyxy=(248,5,385,16)
notice-title: JUDICIAL BRANCH xyxy=(182,720,241,728)
notice-line: Public Auction xyxy=(314,691,353,699)
notice-paragraph: Dated at Lynnfield, Massachusetts, this 3rd day of September, 2025. xyxy=(650,813,766,828)
notice-paragraph: Dated at Farmington, Connecticut, on September 4, 2025. xyxy=(150,586,267,601)
notice-paragraph: Said sale being located on the mortgaged premises and having a present address of 4 Aladdin Road, Windham, Rockingham County, New Hampshire. The premises are more particularly described in the Mortgage. xyxy=(400,464,517,500)
notice-title: CAUTION TO RESPONDENT xyxy=(169,976,254,983)
notice-paragraph: Said sale being located on the mortgaged premises and having a present address of 80 Winchester Road, Richmond, Cheshire County, New Hampshire. The premises are more particularly described in the Mortgage. xyxy=(26,494,142,530)
